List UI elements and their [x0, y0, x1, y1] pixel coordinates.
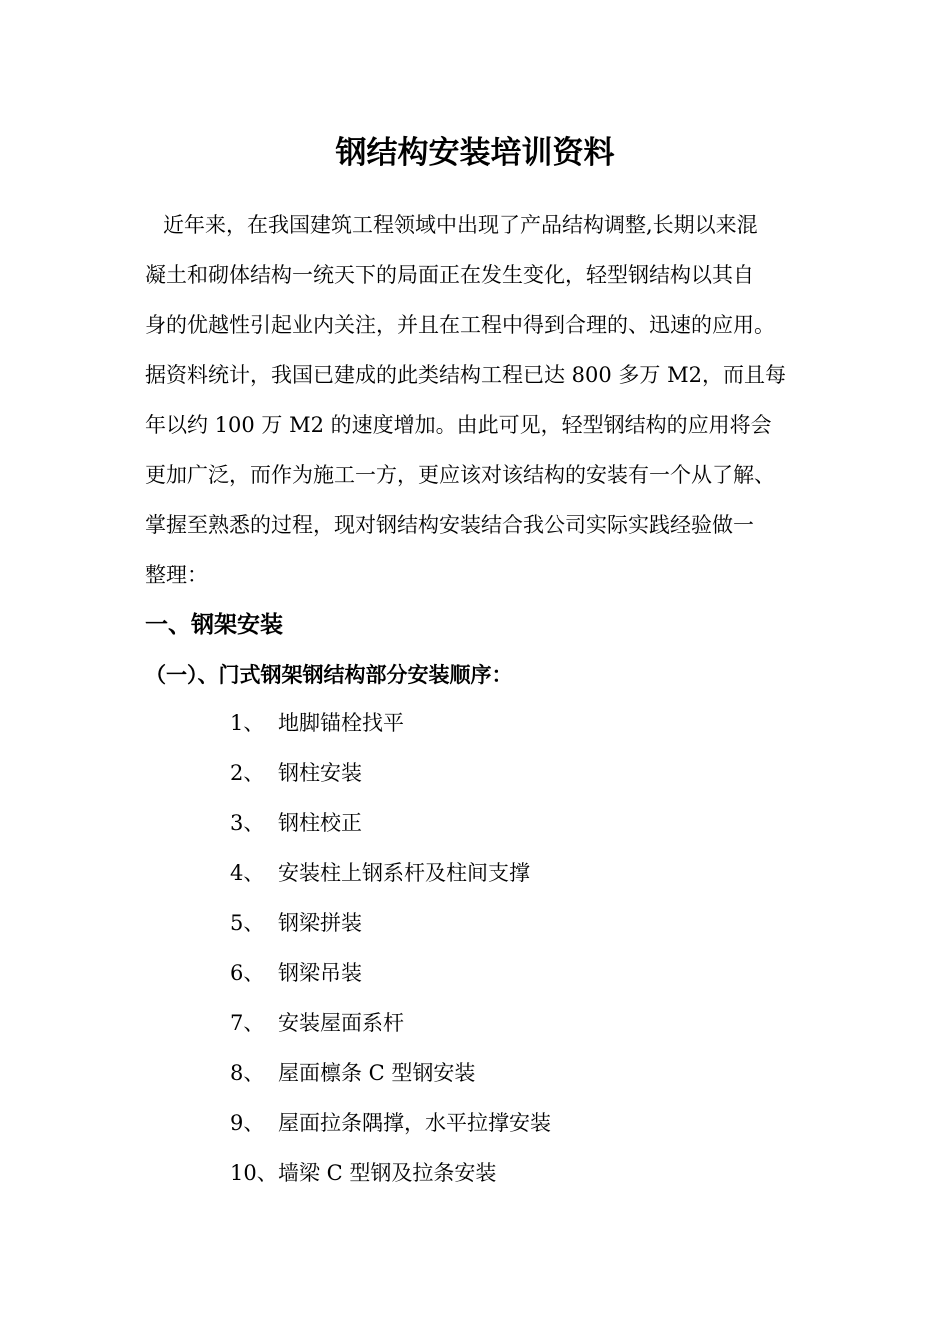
- step-text: 安装屋面系杆: [278, 1011, 404, 1035]
- step-text: 钢梁吊装: [278, 961, 362, 985]
- step-number: 10、: [230, 1161, 278, 1185]
- document-title: 钢结构安装培训资料: [335, 135, 615, 171]
- intro-line: 据资料统计，我国已建成的此类结构工程已达 800 多万 M2，而且每: [145, 363, 786, 387]
- step-number: 7、: [230, 1011, 265, 1035]
- list-item: [230, 698, 551, 748]
- list-item: [230, 748, 551, 798]
- step-text: 墙梁 C 型钢及拉条安装: [278, 1161, 497, 1185]
- list-item: [230, 1098, 551, 1148]
- step-number: 9、: [230, 1111, 265, 1135]
- list-item: [230, 798, 551, 848]
- intro-line: 年以约 100 万 M2 的速度增加。由此可见，轻型钢结构的应用将会: [145, 413, 772, 437]
- step-text: 钢柱安装: [278, 761, 362, 785]
- intro-line: 掌握至熟悉的过程，现对钢结构安装结合我公司实际实践经验做一: [145, 513, 754, 537]
- step-text: 屋面拉条隅撑，水平拉撑安装: [278, 1111, 551, 1135]
- step-text: 钢梁拼装: [278, 911, 362, 935]
- step-number: 8、: [230, 1061, 265, 1085]
- section-heading: 一、钢架安装: [145, 611, 283, 638]
- step-number: 1、: [230, 711, 265, 735]
- step-text: 屋面檩条 C 型钢安装: [278, 1061, 476, 1085]
- intro-line: 整理：: [145, 563, 208, 587]
- list-item: [230, 898, 551, 948]
- list-item: [230, 948, 551, 998]
- sub-heading: （一）、门式钢架钢结构部分安装顺序：: [145, 662, 513, 687]
- list-item: [230, 1148, 551, 1198]
- installation-steps-list: [230, 698, 551, 1198]
- step-number: 4、: [230, 861, 265, 885]
- list-item: [230, 998, 551, 1048]
- step-number: 2、: [230, 761, 265, 785]
- intro-line: 身的优越性引起业内关注，并且在工程中得到合理的、迅速的应用。: [145, 313, 775, 337]
- step-number: 3、: [230, 811, 265, 835]
- step-number: 6、: [230, 961, 265, 985]
- intro-line: 更加广泛，而作为施工一方，更应该对该结构的安装有一个从了解、: [145, 463, 775, 487]
- intro-line: 近年来，在我国建筑工程领域中出现了产品结构调整,长期以来混: [163, 213, 758, 237]
- list-item: [230, 848, 551, 898]
- intro-line: 凝土和砌体结构一统天下的局面正在发生变化，轻型钢结构以其自: [145, 263, 754, 287]
- list-item: [230, 1048, 551, 1098]
- step-text: 安装柱上钢系杆及柱间支撑: [278, 861, 530, 885]
- step-text: 钢柱校正: [278, 811, 362, 835]
- step-number: 5、: [230, 911, 265, 935]
- intro-paragraph: [145, 200, 835, 600]
- step-text: 地脚锚栓找平: [278, 711, 404, 735]
